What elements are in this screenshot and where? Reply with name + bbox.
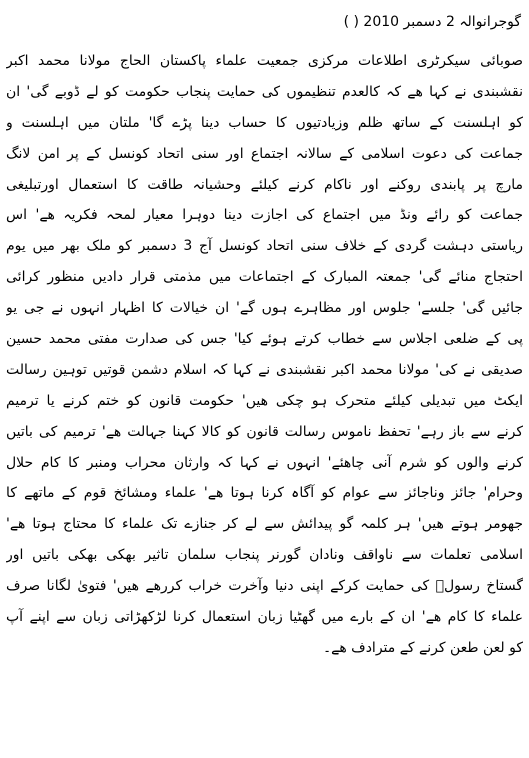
body-line: جھومر ہوتے ھیں' ہر کلمہ گو پیدائش سے لے کر جنازے تک علماء کا محتاج ہوتا ھے' bbox=[6, 516, 523, 533]
body-line: احتجاج منائے گی' جمعتہ المبارک کے اجتماعات میں مذمتی قرار دادیں منظور کرائی bbox=[6, 269, 523, 286]
dateline: گوجرانوالہ 2 دسمبر 2010 ( ) bbox=[343, 14, 521, 30]
body-line: گستاخ رسولؐ کی حمایت کرکے اپنی دنیا وآخرت خراب کررھے ھیں' فتویٰ لگانا صرف bbox=[6, 578, 523, 595]
body-line: اسلامی تعلمات سے ناواقف ونادان گورنر پنجاب سلمان تاثیر بھکی بھکی باتیں اور bbox=[6, 547, 523, 564]
body-line: علماء کا کام ھے' ان کے بارے میں گھٹیا زبان استعمال کرنا لڑکھڑاتی زبان سے اپنے آپ bbox=[6, 609, 523, 626]
body-line: وحرام' جائز وناجائز سے عوام کو آگاہ کرنا ہوتا ھے' علماء ومشائخ قوم کے ماتھے کا bbox=[6, 485, 523, 502]
body-line: جماعت کی دعوت اسلامی کے سالانہ اجتماع اور سنی اتحاد کونسل کے پر امن لانگ bbox=[6, 145, 523, 162]
body-line: کو اہلسنت کے ساتھ ظلم وزیادتیوں کا حساب دینا پڑے گا' ملتان میں اہلسنت و bbox=[6, 114, 523, 131]
body-line: صوبائی سیکرٹری اطلاعات مرکزی جمعیت علماء پاکستان الحاج مولانا محمد اکبر bbox=[6, 53, 523, 69]
body-line: جائیں گی' جلسے' جلوس اور مظاہرے ہوں گے' ان خیالات کا اظہار انہوں نے جی یو bbox=[6, 300, 523, 317]
body-line: صدیقی نے کی' مولانا محمد اکبر نقشبندی نے کہا کہ اسلام دشمن قوتیں توہین رسالت bbox=[6, 361, 523, 378]
body-line: ریاستی دہشت گردی کے خلاف سنی اتحاد کونسل آج 3 دسمبر کو ملک بھر میں یوم bbox=[6, 238, 523, 255]
body-line: مارچ پر پابندی روکنے اور ناکام کرنے کیلئے وحشیانہ طاقت کا استعمال اورتبلیغی bbox=[6, 176, 523, 193]
body-line: جماعت کو رائے ونڈ میں اجتماع کی اجازت دینا دوہرا معیار لمحہ فکریہ ھے' اس bbox=[6, 207, 523, 224]
body-line: کرنے والوں کو شرم آنی چاھئے' انہوں نے کہا کہ وارثان محراب ومنبر کا کام حلال bbox=[6, 454, 523, 471]
body-line: کو لعن طعن کرنے کے مترادف ھے۔ bbox=[322, 639, 523, 656]
body-line: ایکٹ میں تبدیلی کیلئے متحرک ہو چکی ھیں' حکومت قانون کو ختم کرنے یا ترمیم bbox=[6, 392, 523, 409]
body-line: پی کے ضلعی اجلاس سے خطاب کرتے ہوئے کیا' جس کی صدارت مفتی محمد حسین bbox=[6, 331, 523, 348]
body-line: کرنے سے باز رہے' تحفظ ناموس رسالت قانون کو کالا کہنا جہالت ھے' ترمیم کی باتیں bbox=[6, 423, 523, 440]
article-body bbox=[6, 46, 523, 664]
body-line: نقشبندی نے کہا ھے کہ کالعدم تنظیموں کی حمایت پنجاب حکومت کو لے ڈوبے گی' ان bbox=[6, 83, 523, 100]
